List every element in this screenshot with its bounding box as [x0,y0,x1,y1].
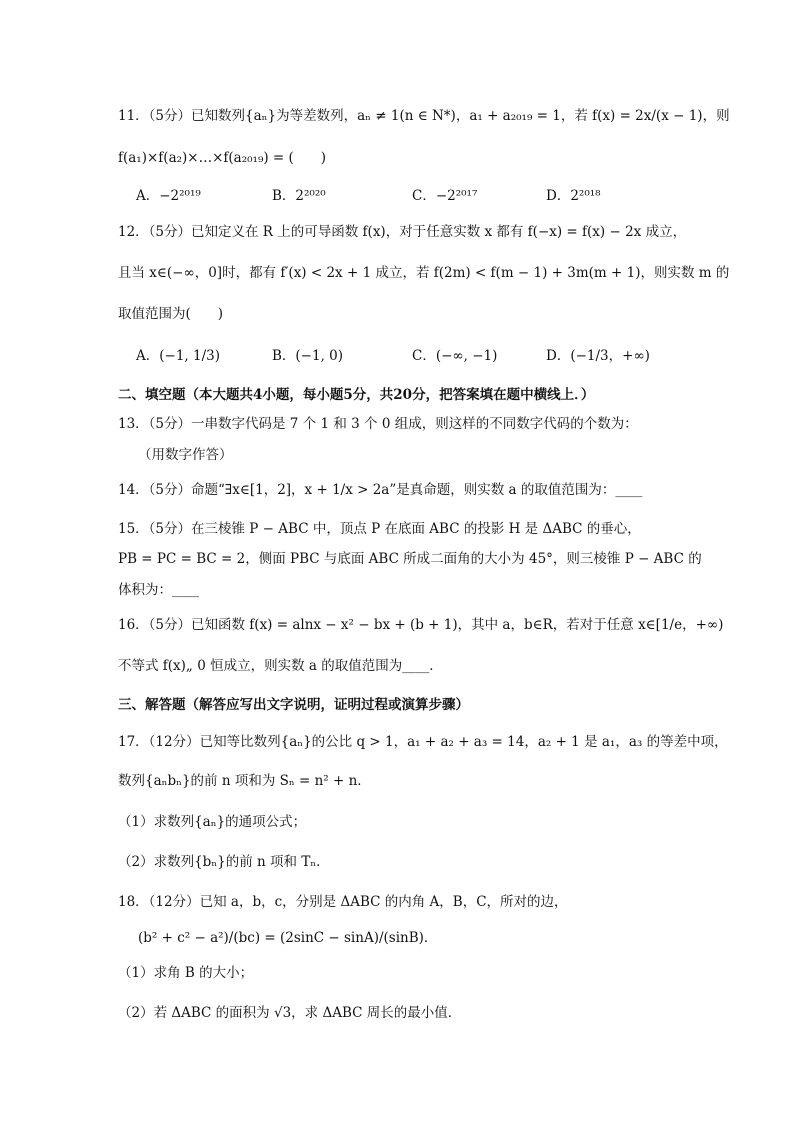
q11-line2: f(a₁)×f(a₂)×…×f(a₂₀₁₉) = ( ) [118,150,327,166]
q12-option-a: A．(−1, 1/3) [136,348,220,364]
q17-line2: 数列{aₙbₙ}的前 n 项和为 Sₙ = n² + n． [118,773,371,789]
q15-line1: 15．（5分）在三棱锥 P − ABC 中，顶点 P 在底面 ABC 的投影 H 是 ΔABC 的垂心， [118,521,641,537]
q16-line1: 16．（5分）已知函数 f(x) = alnx − x² − bx + (b + 1)，其中 a，b∈R，若对于任意 x∈[1/e，+∞) [118,617,724,633]
q12-option-b: B．(−1, 0) [272,348,344,364]
q12-line1: 12．（5分）已知定义在 R 上的可导函数 f(x)，对于任意实数 x 都有 f(−x) = f(x) − 2x 成立， [118,224,687,240]
section3-heading: 三、解答题（解答应写出文字说明，证明过程或演算步骤） [118,697,469,713]
section2-heading: 二、填空题（本大题共4小题，每小题5分，共20分，把答案填在题中横线上．） [118,387,595,403]
q11-option-d: D．2²⁰¹⁸ [546,188,601,204]
q18-line2: (b² + c² − a²)/(bc) = (2sinC − sinA)/(sinB)． [138,930,438,946]
q18-line1: 18．（12分）已知 a，b，c，分别是 ΔABC 的内角 A，B，C，所对的边， [118,894,568,910]
q11-option-b: B．2²⁰²⁰ [272,188,326,204]
q11-line1: 11．（5分）已知数列{aₙ}为等差数列，aₙ ≠ 1(n ∈ N*)，a₁ + a₂₀₁₉ = 1，若 f(x) = 2x/(x − 1)，则 [118,108,730,124]
q13-line1: 13．（5分）一串数字代码是 7 个 1 和 3 个 0 组成，则这样的不同数字代码的个数为： [118,416,638,432]
q15-line2: PB = PC = BC = 2，侧面 PBC 与底面 ABC 所成二面角的大小为 45°，则三棱锥 P − ABC 的 [118,551,702,567]
q11-option-c: C．−2²⁰¹⁷ [412,188,478,204]
q12-option-d: D．(−1/3，+∞) [546,348,650,364]
q12-line3: 取值范围为( ) [118,306,224,322]
q12-option-c: C．(−∞, −1) [412,348,498,364]
q11-option-a: A．−2²⁰¹⁹ [136,188,201,204]
q16-line2: 不等式 f(x)„ 0 恒成立，则实数 a 的取值范围为____． [118,658,443,674]
q18-part2: （2）若 ΔABC 的面积为 √3，求 ΔABC 周长的最小值． [118,1005,462,1021]
q17-line1: 17．（12分）已知等比数列{aₙ}的公比 q > 1，a₁ + a₂ + a₃ = 14，a₂ + 1 是 a₁，a₃ 的等差中项， [118,734,728,750]
q17-part1: （1）求数列{aₙ}的通项公式； [118,814,307,830]
q15-line3: 体积为：____ [118,582,199,598]
q13-line2: （用数字作答） [138,447,233,463]
q18-part1: （1）求角 B 的大小； [118,965,254,981]
q17-part2: （2）求数列{bₙ}的前 n 项和 Tₙ． [118,854,330,870]
q14-line1: 14．（5分）命题“∃x∈[1，2]，x + 1/x > 2a”是真命题，则实数 a 的取值范围为：____ [118,482,643,498]
q12-line2: 且当 x∈(−∞，0]时，都有 f′(x) < 2x + 1 成立，若 f(2m) < f(m − 1) + 3m(m + 1)，则实数 m 的 [118,265,730,281]
